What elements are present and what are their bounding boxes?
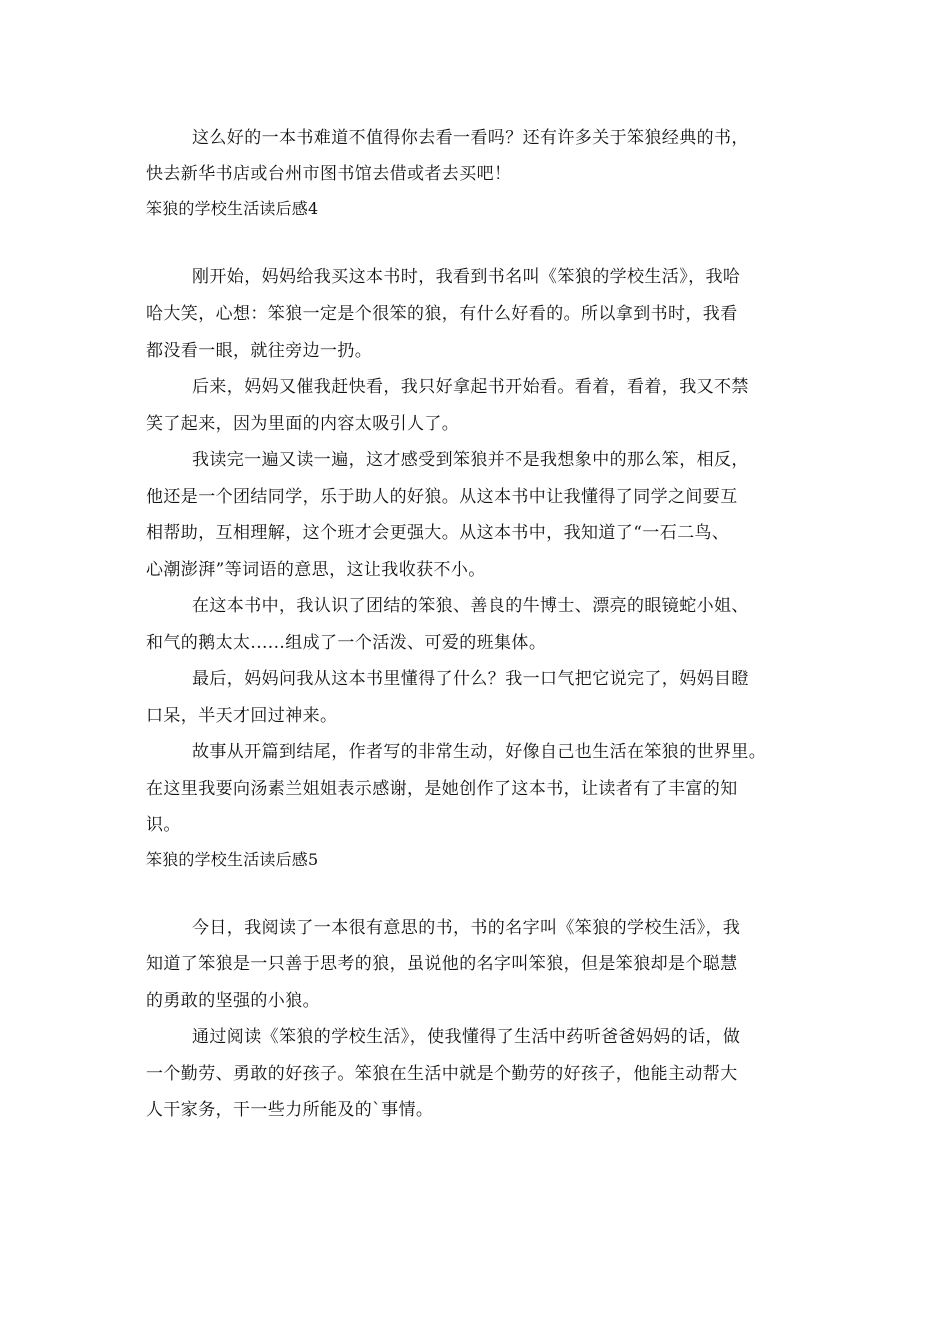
paragraph-line: 的勇敢的坚强的小狼。 [146, 991, 320, 1011]
paragraph-line: 在这本书中，我认识了团结的笨狼、善良的牛博士、漂亮的眼镜蛇小姐、 [192, 596, 749, 616]
section-heading-5: 笨狼的学校生活读后感5 [146, 850, 319, 869]
paragraph-line: 相帮助，互相理解，这个班才会更强大。从这本书中，我知道了“一石二鸟、 [146, 523, 730, 543]
paragraph-line: 故事从开篇到结尾，作者写的非常生动，好像自己也生活在笨狼的世界里。 [192, 742, 767, 762]
paragraph-line: 后来，妈妈又催我赶快看，我只好拿起书开始看。看着，看着，我又不禁 [192, 377, 749, 397]
section-heading-4: 笨狼的学校生活读后感4 [146, 199, 319, 218]
paragraph-line: 他还是一个团结同学，乐于助人的好狼。从这本书中让我懂得了同学之间要互 [146, 487, 738, 507]
paragraph-line: 在这里我要向汤素兰姐姐表示感谢，是她创作了这本书，让读者有了丰富的知 [146, 779, 738, 799]
paragraph-line: 最后，妈妈问我从这本书里懂得了什么？我一口气把它说完了，妈妈目瞪 [192, 669, 749, 689]
paragraph-line: 刚开始，妈妈给我买这本书时，我看到书名叫《笨狼的学校生活》，我哈 [192, 267, 741, 287]
paragraph-line: 心潮澎湃”等词语的意思，这让我收获不小。 [146, 560, 486, 580]
paragraph-line: 今日，我阅读了一本很有意思的书，书的名字叫《笨狼的学校生活》，我 [192, 918, 741, 938]
paragraph-line: 知道了笨狼是一只善于思考的狼，虽说他的名字叫笨狼，但是笨狼却是个聪慧 [146, 954, 738, 974]
paragraph-line: 这么好的一本书难道不值得你去看一看吗？还有许多关于笨狼经典的书， [192, 128, 749, 148]
paragraph-line: 口呆，半天才回过神来。 [146, 706, 338, 726]
paragraph-line: 哈大笑，心想：笨狼一定是个很笨的狼，有什么好看的。所以拿到书时，我看 [146, 304, 738, 324]
paragraph-line: 人干家务，干一些力所能及的`事情。 [146, 1100, 434, 1120]
paragraph-line: 和气的鹅太太......组成了一个活泼、可爱的班集体。 [146, 633, 547, 653]
paragraph-line: 笑了起来，因为里面的内容太吸引人了。 [146, 414, 460, 434]
paragraph-line: 通过阅读《笨狼的学校生活》，使我懂得了生活中药听爸爸妈妈的话，做 [192, 1027, 741, 1047]
paragraph-line: 快去新华书店或台州市图书馆去借或者去买吧！ [146, 164, 512, 184]
paragraph-line: 识。 [146, 815, 181, 835]
paragraph-line: 都没看一眼，就往旁边一扔。 [146, 341, 373, 361]
paragraph-line: 我读完一遍又读一遍，这才感受到笨狼并不是我想象中的那么笨，相反， [192, 450, 749, 470]
paragraph-line: 一个勤劳、勇敢的好孩子。笨狼在生活中就是个勤劳的好孩子，他能主动帮大 [146, 1064, 738, 1084]
